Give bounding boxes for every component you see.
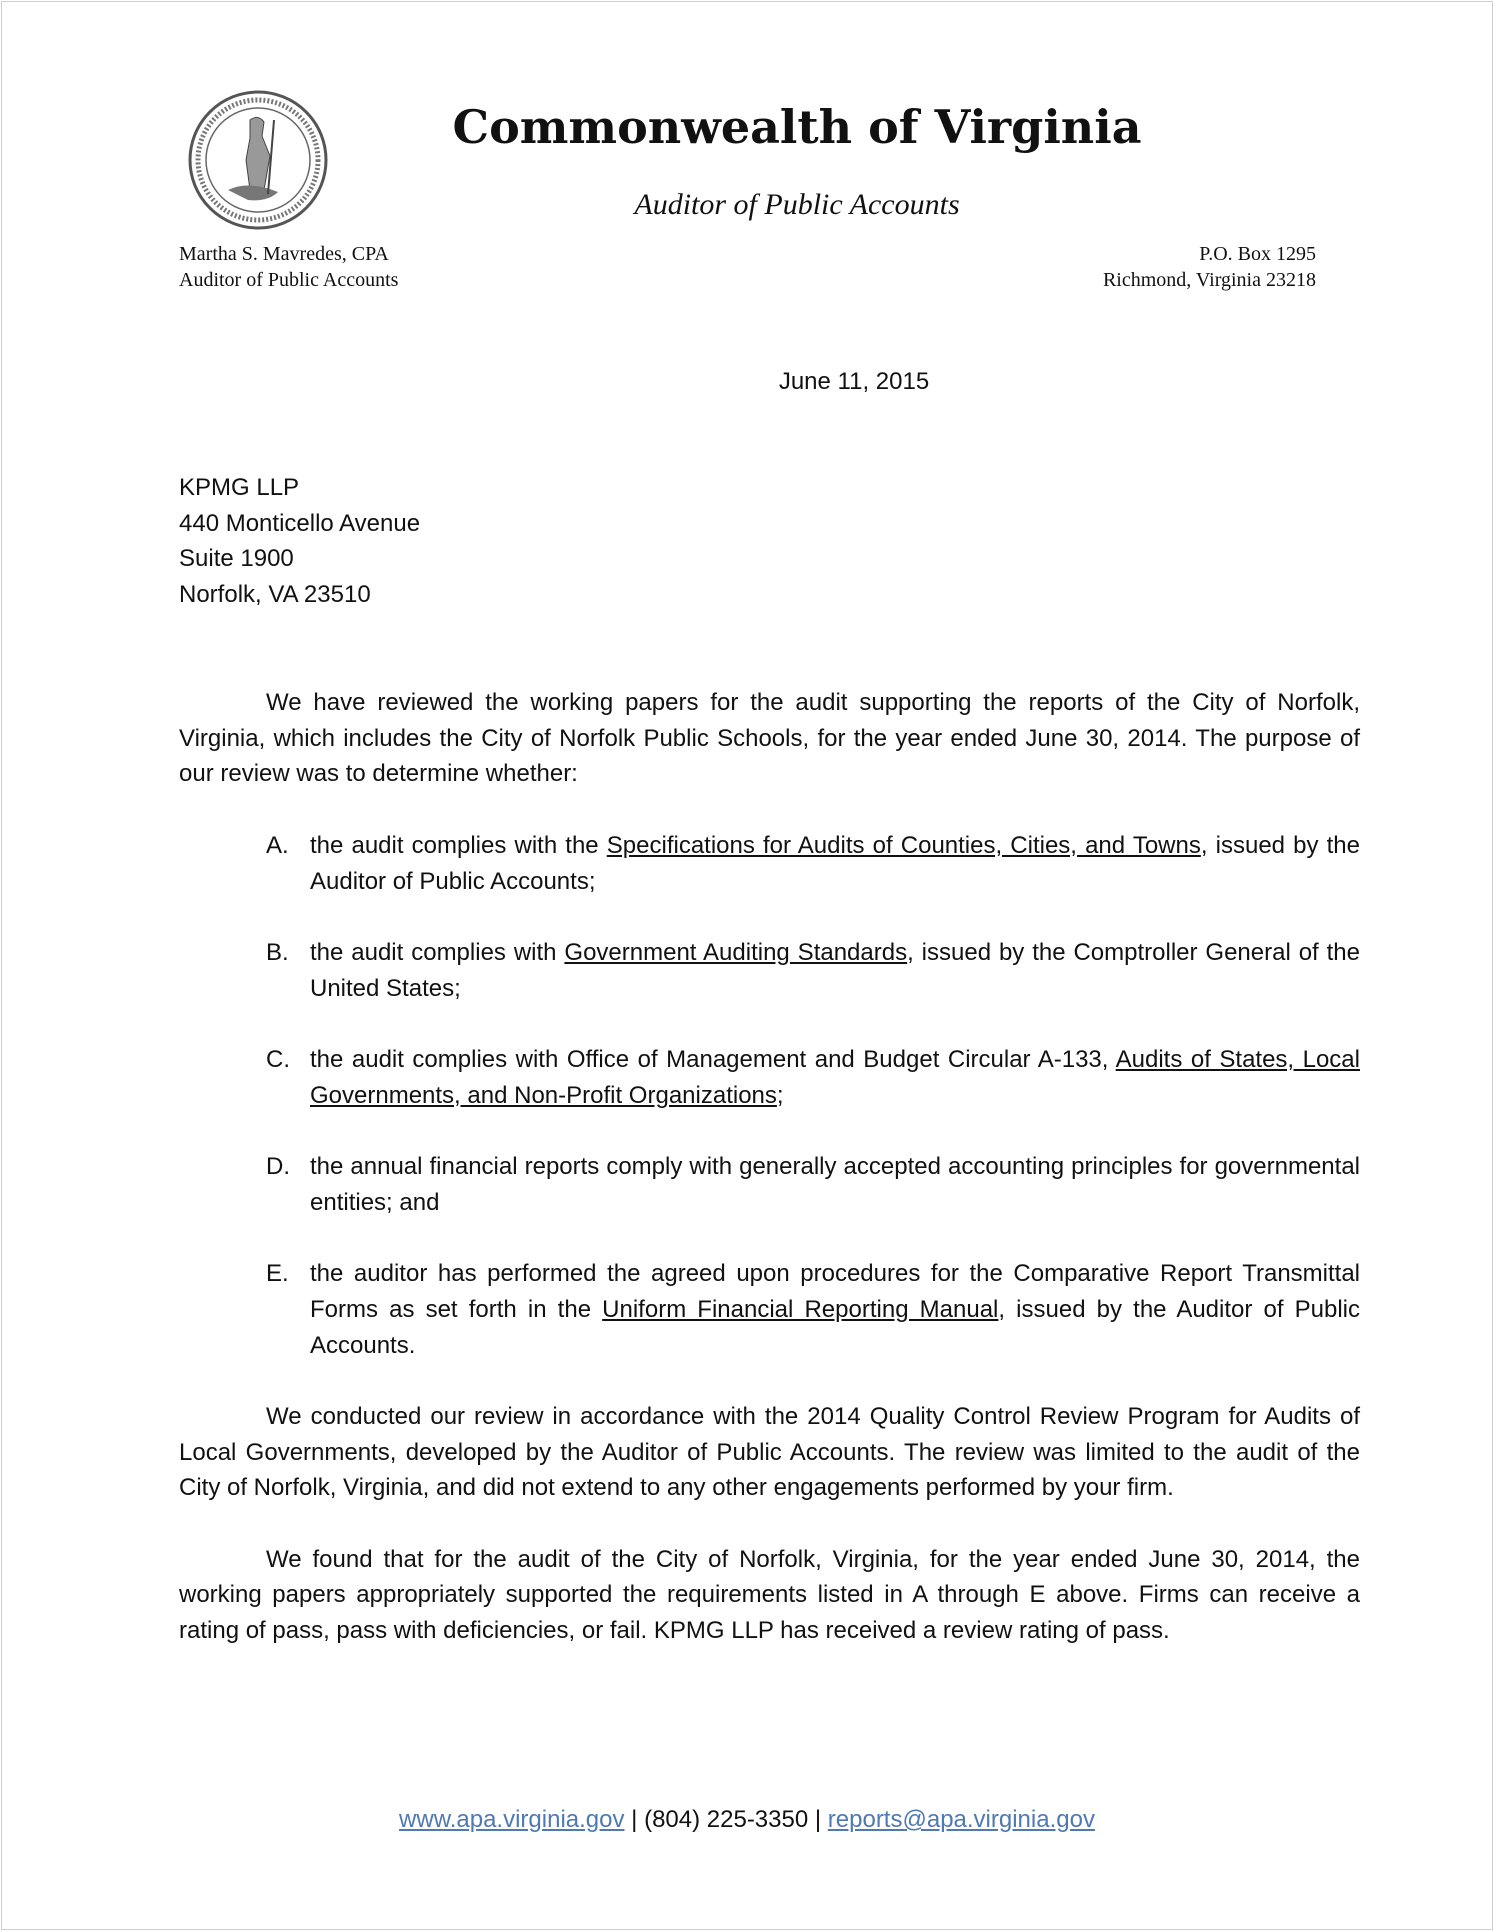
- item-text: the annual financial reports comply with generally accepted accounting principles for governmental entities; and: [310, 1153, 1360, 1216]
- recipient-line: 440 Monticello Avenue: [179, 509, 421, 537]
- letterhead-subtitle: Auditor of Public Accounts: [634, 188, 960, 221]
- email-link[interactable]: reports@apa.virginia.gov: [827, 1806, 1095, 1833]
- list-item-e: [266, 1256, 1360, 1363]
- item-letter: C.: [266, 1045, 290, 1073]
- item-text: , issued by the Comptroller General of the United States;: [310, 938, 1360, 1002]
- recipient-line: KPMG LLP: [179, 474, 300, 501]
- item-text: , issued by the Auditor of Public Accounts.: [310, 1295, 1360, 1359]
- list-item-c: [266, 1042, 1360, 1113]
- po-box: P.O. Box 1295: [1199, 243, 1316, 265]
- list-item-a: [266, 828, 1360, 899]
- city-state-zip: Richmond, Virginia 23218: [1102, 269, 1316, 291]
- phone-number: (804) 225-3350: [644, 1806, 809, 1833]
- item-letter: B.: [266, 938, 289, 966]
- list-item-d: [266, 1149, 1360, 1220]
- footer: [0, 1806, 1494, 1834]
- sender-name: Martha S. Mavredes, CPA: [179, 243, 389, 265]
- item-reference: Specifications for Audits of Counties, Cities, and Towns: [606, 831, 1201, 859]
- intro-paragraph: We have reviewed the working papers for the audit supporting the reports of the City of Norfolk, Virginia, which includes the City of Norfolk Public Schools, for the year ended June 30, 2014. The purpose of our review was to determine whether:: [179, 689, 1360, 788]
- item-reference: Government Auditing Standards: [564, 938, 908, 966]
- item-letter: D.: [266, 1153, 290, 1181]
- sender-block: [179, 241, 398, 293]
- separator: |: [631, 1806, 638, 1833]
- item-text: the auditor has performed the agreed upon procedures for the Comparative Report Transmittal Forms as set forth in the: [310, 1260, 1360, 1323]
- item-text: the audit complies with: [310, 938, 565, 966]
- letter-body: [179, 685, 1360, 1685]
- item-text: the audit complies with Office of Management and Budget Circular A-133,: [310, 1045, 1116, 1073]
- item-reference: Uniform Financial Reporting Manual: [602, 1295, 999, 1323]
- item-text: , issued by the Auditor of Public Accounts;: [310, 831, 1360, 895]
- letterhead-title: Commonwealth of Virginia: [452, 100, 1142, 154]
- letter-date: June 11, 2015: [778, 368, 930, 395]
- review-scope-paragraph: We conducted our review in accordance with the 2014 Quality Control Review Program for Audits of Local Governments, developed by the Auditor of Public Accounts. The review was limited to the audit of the City of Norfolk, Virginia, and did not extend to any other engagements performed by your firm.: [179, 1402, 1360, 1502]
- list-item-b: [266, 935, 1360, 1006]
- item-letter: A.: [266, 831, 289, 859]
- item-text: ;: [776, 1081, 784, 1109]
- item-text: the audit complies with the: [310, 831, 607, 859]
- review-result-paragraph: We found that for the audit of the City of Norfolk, Virginia, for the year ended June 30, 2014, the working papers appropriately supported the requirements listed in A through E above. Firms can receive a rating of pass, pass with deficiencies, or fail. KPMG LLP has received a review rating of pass.: [179, 1545, 1360, 1645]
- recipient-line: Suite 1900: [179, 545, 294, 573]
- separator: |: [814, 1806, 822, 1833]
- recipient-line: Norfolk, VA 23510: [179, 581, 371, 609]
- item-reference: Audits of States, Local Governments, and Non-Profit Organizations: [310, 1045, 1360, 1109]
- website-link[interactable]: www.apa.virginia.gov: [399, 1806, 625, 1833]
- sender-title: Auditor of Public Accounts: [179, 269, 399, 291]
- sender-address: [1103, 241, 1316, 293]
- item-letter: E.: [266, 1260, 289, 1288]
- recipient-address: [179, 470, 420, 613]
